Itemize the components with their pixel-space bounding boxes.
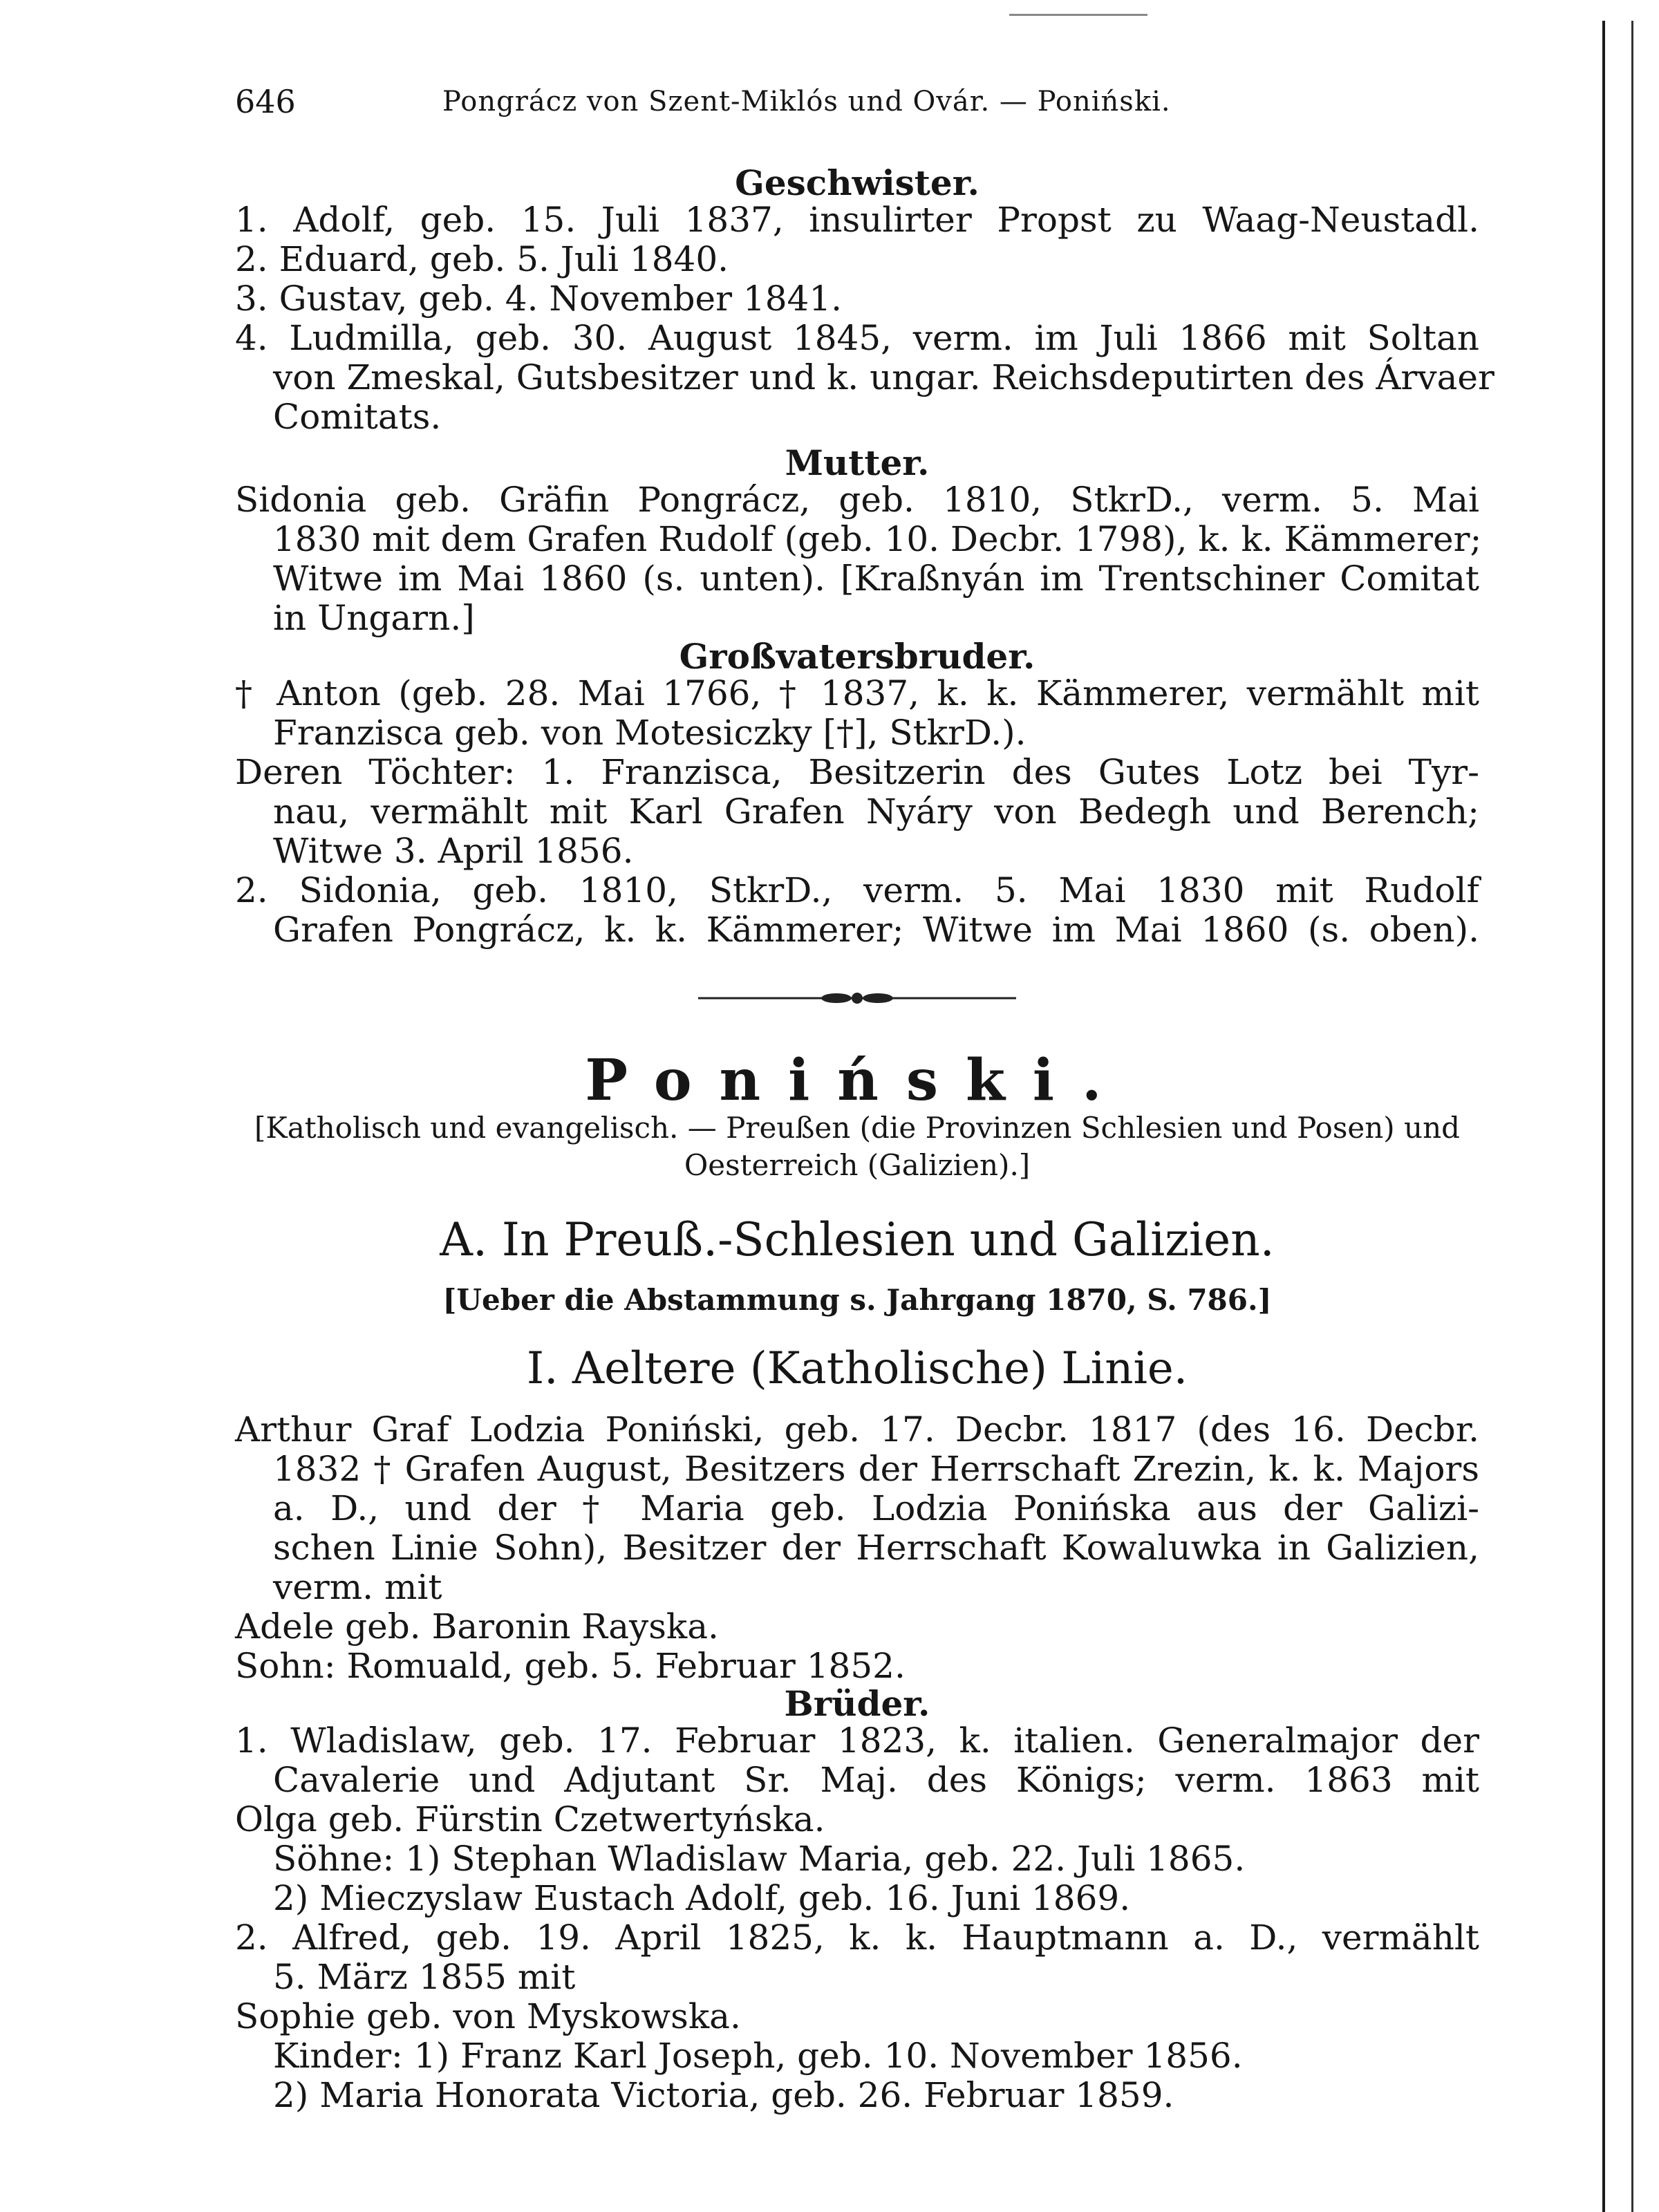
text-line: in Ungarn.]: [273, 598, 475, 638]
granduncle-heading: Großvatersbruder.: [679, 636, 1035, 677]
text-line: Witwe 3. April 1856.: [273, 831, 634, 871]
mother-heading: Mutter.: [785, 442, 930, 483]
text-line: Sohn: Romuald, geb. 5. Februar 1852.: [235, 1646, 906, 1686]
brothers-heading: Brüder.: [784, 1683, 930, 1724]
text-line: 1. Adolf, geb. 15. Juli 1837, insulirter Propst zu Waag-Neustadl.: [235, 200, 1479, 240]
text-line: Arthur Graf Lodzia Poniński, geb. 17. Decbr. 1817 (des 16. Decbr.: [235, 1409, 1479, 1450]
text-line: Sidonia geb. Gräfin Pongrácz, geb. 1810, StkrD., verm. 5. Mai: [235, 480, 1479, 520]
brothers-section: [235, 1721, 1479, 2115]
text-line: Franzisca geb. von Motesiczky [†], StkrD.).: [273, 713, 1027, 753]
scan-mark-top: [1009, 14, 1147, 16]
line-title: I. Aeltere (Katholische) Linie.: [526, 1343, 1188, 1394]
siblings-heading: Geschwister.: [735, 162, 980, 203]
branch-title: A. In Preuß.-Schlesien und Galizien.: [440, 1213, 1275, 1266]
siblings-section: [235, 200, 1494, 437]
page-number: 646: [235, 83, 296, 120]
text-line: Grafen Pongrácz, k. k. Kämmerer; Witwe im Mai 1860 (s. oben).: [273, 910, 1479, 950]
text-line: Cavalerie und Adjutant Sr. Maj. des Königs; verm. 1863 mit: [273, 1760, 1479, 1800]
text-line: schen Linie Sohn), Besitzer der Herrschaft Kowaluwka in Galizien,: [273, 1528, 1479, 1568]
scan-edge-line-outer: [1631, 21, 1633, 2212]
text-line: 1. Wladislaw, geb. 17. Februar 1823, k. italien. Generalmajor der: [235, 1721, 1479, 1761]
text-line: 5. März 1855 mit: [273, 1957, 576, 1997]
text-line: Comitats.: [273, 397, 442, 437]
text-line: 2. Eduard, geb. 5. Juli 1840.: [235, 239, 729, 279]
religion-line: [Katholisch und evangelisch. — Preußen (die Provinzen Schlesien und Posen) und: [254, 1111, 1461, 1145]
text-line: 2. Alfred, geb. 19. April 1825, k. k. Hauptmann a. D., vermählt: [235, 1918, 1479, 1958]
text-line: 2) Mieczyslaw Eustach Adolf, geb. 16. Juni 1869.: [273, 1878, 1131, 1918]
text-line: von Zmeskal, Gutsbesitzer und k. ungar. Reichsdeputirten des Árvaer: [273, 357, 1494, 397]
family-title: Poniński.: [585, 1047, 1130, 1114]
text-line: Kinder: 1) Franz Karl Joseph, geb. 10. November 1856.: [273, 2036, 1243, 2076]
running-title: Pongrácz von Szent-Miklós und Ovár. — Poniński.: [442, 86, 1171, 118]
text-line: 1832 † Grafen August, Besitzers der Herrschaft Zrezin, k. k. Majors: [273, 1449, 1479, 1489]
text-line: 2) Maria Honorata Victoria, geb. 26. Februar 1859.: [273, 2075, 1174, 2115]
text-line: verm. mit: [273, 1567, 442, 1607]
text-line: Deren Töchter: 1. Franzisca, Besitzerin des Gutes Lotz bei Tyr-: [235, 752, 1479, 792]
text-line: 1830 mit dem Grafen Rudolf (geb. 10. Decbr. 1798), k. k. Kämmerer;: [273, 519, 1482, 559]
text-line: 3. Gustav, geb. 4. November 1841.: [235, 279, 843, 319]
text-line: 2. Sidonia, geb. 1810, StkrD., verm. 5. Mai 1830 mit Rudolf: [235, 870, 1479, 910]
text-line: Olga geb. Fürstin Czetwertyńska.: [235, 1799, 825, 1839]
text-line: Witwe im Mai 1860 (s. unten). [Kraßnyán im Trentschiner Comitat: [273, 559, 1479, 599]
page-header: [235, 83, 1507, 131]
text-line: Adele geb. Baronin Rayska.: [235, 1606, 719, 1647]
mother-section: [235, 480, 1482, 638]
scan-edge-line: [1602, 21, 1605, 2212]
ornament-divider: [698, 991, 1016, 1005]
family-religion: [235, 1109, 1479, 1184]
text-line: Söhne: 1) Stephan Wladislaw Maria, geb. 22. Juli 1865.: [273, 1839, 1246, 1879]
text-line: † Anton (geb. 28. Mai 1766, † 1837, k. k. Kämmerer, vermählt mit: [235, 673, 1479, 713]
religion-line: Oesterreich (Galizien).]: [684, 1148, 1031, 1182]
text-line: nau, vermählt mit Karl Grafen Nyáry von Bedegh und Berench;: [273, 791, 1479, 832]
text-line: Sophie geb. von Myskowska.: [235, 1996, 741, 2036]
granduncle-section: [235, 674, 1479, 950]
arthur-section: [235, 1410, 1479, 1686]
text-line: a. D., und der † Maria geb. Lodzia Ponińska aus der Galizi-: [273, 1488, 1479, 1528]
text-line: 4. Ludmilla, geb. 30. August 1845, verm. im Juli 1866 mit Soltan: [235, 318, 1479, 358]
branch-reference: [Ueber die Abstammung s. Jahrgang 1870, S. 786.]: [442, 1283, 1272, 1317]
